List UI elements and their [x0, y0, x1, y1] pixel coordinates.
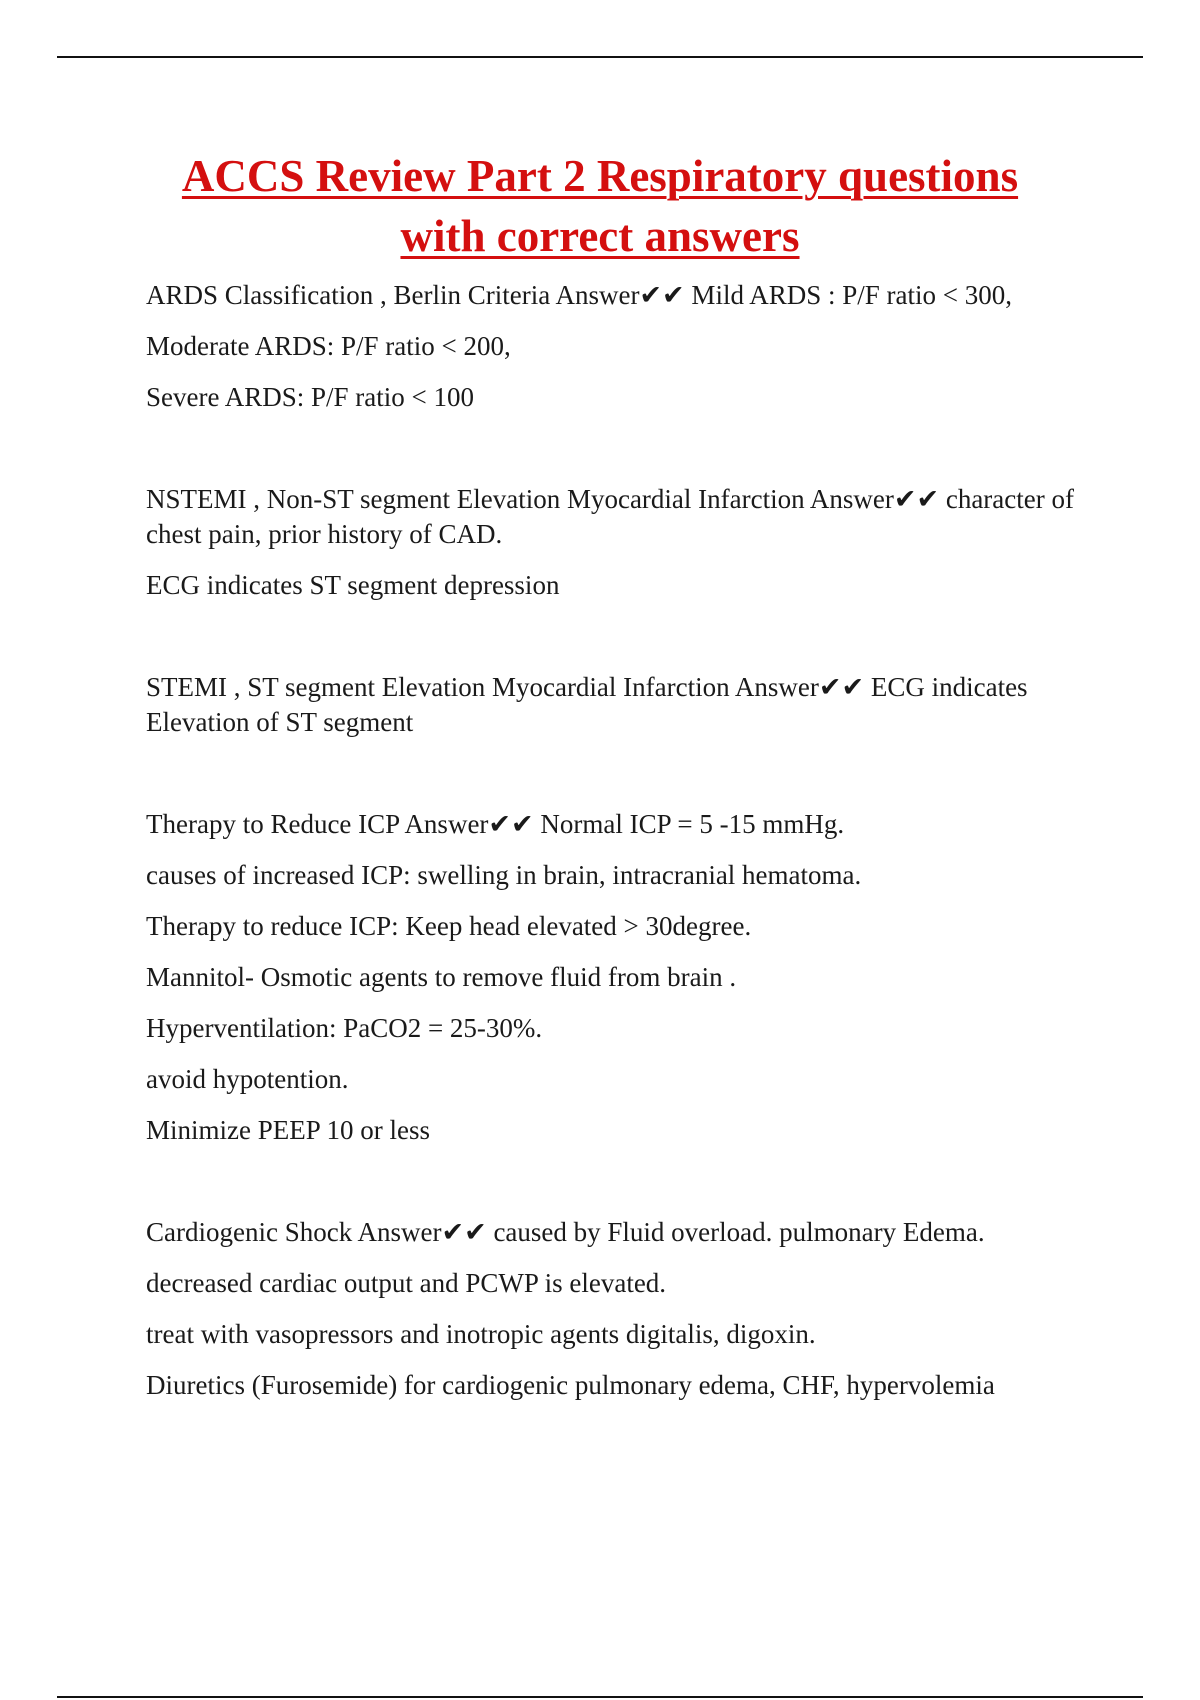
- section-cardiogenic-shock: [146, 1215, 1096, 1403]
- section-nstemi: [146, 482, 1096, 603]
- text-line: avoid hypotention.: [146, 1064, 349, 1094]
- text-line: Minimize PEEP 10 or less: [146, 1115, 430, 1145]
- title-line-2: with correct answers: [400, 211, 800, 261]
- bottom-rule: [57, 1696, 1143, 1698]
- text-line: Severe ARDS: P/F ratio < 100: [146, 382, 474, 412]
- top-rule: [57, 56, 1143, 58]
- text-line: Therapy to Reduce ICP Answer✔✔ Normal ICP = 5 -15 mmHg.: [146, 809, 845, 839]
- text-line: Diuretics (Furosemide) for cardiogenic pulmonary edema, CHF, hypervolemia: [146, 1370, 995, 1400]
- text-line: Moderate ARDS: P/F ratio < 200,: [146, 331, 511, 361]
- text-line: decreased cardiac output and PCWP is elevated.: [146, 1268, 667, 1298]
- text-line: STEMI , ST segment Elevation Myocardial Infarction Answer✔✔ ECG indicates Elevation of ST segment: [146, 672, 1028, 737]
- section-gap: [146, 431, 1096, 482]
- title-line-1: ACCS Review Part 2 Respiratory questions: [181, 151, 1019, 201]
- section-stemi: [146, 670, 1096, 740]
- text-line: treat with vasopressors and inotropic agents digitalis, digoxin.: [146, 1319, 816, 1349]
- section-icp: [146, 807, 1096, 1148]
- section-ards: [146, 278, 1096, 415]
- text-line: ARDS Classification , Berlin Criteria Answer✔✔ Mild ARDS : P/F ratio < 300,: [146, 280, 1012, 310]
- page-title: [100, 146, 1100, 266]
- text-line: causes of increased ICP: swelling in brain, intracranial hematoma.: [146, 860, 862, 890]
- text-line: Cardiogenic Shock Answer✔✔ caused by Fluid overload. pulmonary Edema.: [146, 1217, 985, 1247]
- text-line: Hyperventilation: PaCO2 = 25-30%.: [146, 1013, 543, 1043]
- text-line: ECG indicates ST segment depression: [146, 570, 560, 600]
- text-line: Mannitol- Osmotic agents to remove fluid from brain .: [146, 962, 737, 992]
- section-gap: [146, 619, 1096, 670]
- text-line: NSTEMI , Non-ST segment Elevation Myocardial Infarction Answer✔✔ character of chest pain, prior history of CAD.: [146, 484, 1074, 549]
- text-line: Therapy to reduce ICP: Keep head elevated > 30degree.: [146, 911, 752, 941]
- document-body: [146, 278, 1096, 1419]
- section-gap: [146, 1164, 1096, 1215]
- section-gap: [146, 756, 1096, 807]
